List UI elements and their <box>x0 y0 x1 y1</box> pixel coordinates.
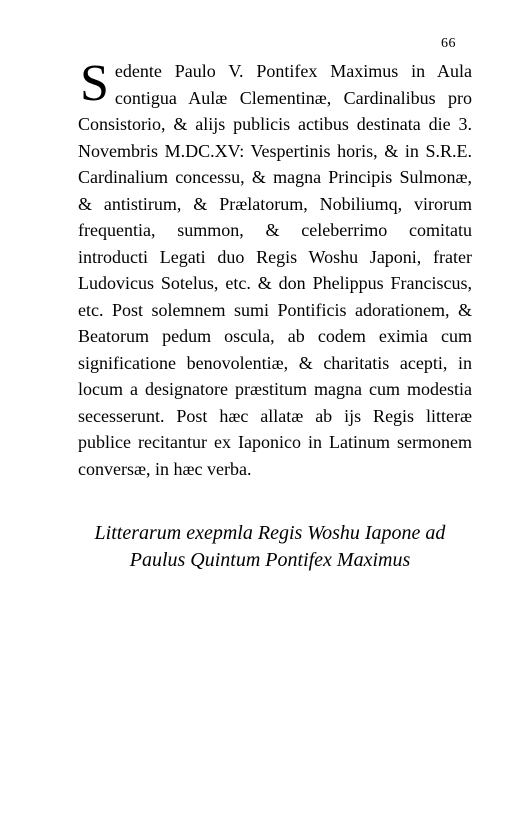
letter-heading-line-1: Litterarum exepmla Regis Woshu Iapone ad <box>94 522 446 544</box>
body-paragraph <box>78 55 472 482</box>
page-number: 66 <box>441 36 456 51</box>
letter-heading <box>60 520 480 574</box>
body-paragraph-text: edente Paulo V. Pontifex Maximus in Aula contigua Aulæ Clementinæ, Cardinalibus pro Consistorio, & alijs publicis actibus destinata die 3. Novembris M.DC.XV: Vespertinis horis, & in S.R.E. Cardinalium concessu, & magna Principis Sulmonæ, & antistirum, & Prælatorum, Nobiliumq, virorum frequentia, summon, & celeberrimo comitatu introducti Legati duo Regis Woshu Japoni, frater Ludovicus Sotelus, etc. & don Phelippus Franciscus, etc. Post solemnem sumi Pontificis adorationem, & Beatorum pedum oscula, ab codem eximia cum significatione benovolentiæ, & charitatis acepti, in locum a designatore præstitum magna cum modestia secesserunt. Post hæc allatæ ab ijs Regis litteræ publice recitantur ex Iaponico in Latinum sermonem conversæ, in hæc verba. <box>78 61 472 479</box>
letter-heading-line-2: Paulus Quintum Pontifex Maximus <box>129 549 411 571</box>
drop-cap: S <box>80 55 109 112</box>
